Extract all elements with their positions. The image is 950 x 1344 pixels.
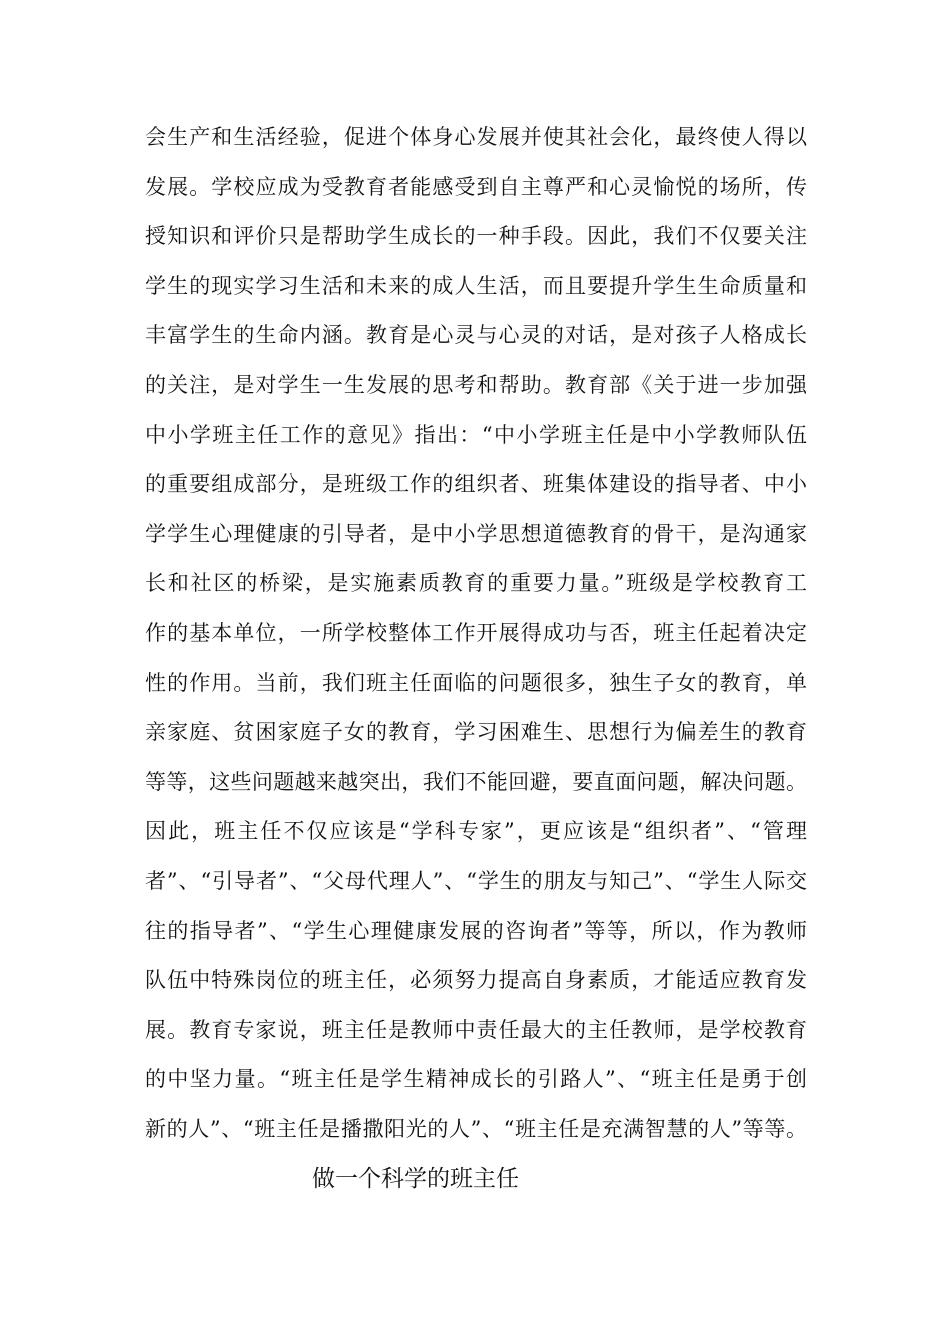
text-line-12: 性的作用。当前，我们班主任面临的问题很多，独生子女的教育，单 <box>145 670 807 695</box>
text-line-1: 会生产和生活经验，促进个体身心发展并使其社会化，最终使人得以 <box>145 125 807 149</box>
text-line-14: 等等，这些问题越来越突出，我们不能回避，要直面问题，解决问题。 <box>145 769 807 794</box>
text-line-8: 的重要组成部分，是班级工作的组织者、班集体建设的指导者、中小 <box>145 472 807 497</box>
text-line-20: 的中坚力量。“班主任是学生精神成长的引路人”、“班主任是勇于创 <box>145 1067 807 1092</box>
text-line-16: 者”、“引导者”、“父母代理人”、“学生的朋友与知己”、“学生人际交 <box>145 868 807 893</box>
text-line-6: 的关注，是对学生一生发展的思考和帮助。教育部《关于进一步加强 <box>145 372 807 397</box>
text-line-15: 因此，班主任不仅应该是“学科专家”，更应该是“组织者”、“管理 <box>145 819 807 844</box>
text-line-17: 往的指导者”、“学生心理健康发展的咨询者”等等，所以，作为教师 <box>145 918 807 943</box>
text-line-9: 学学生心理健康的引导者，是中小学思想道德教育的骨干，是沟通家 <box>145 521 807 546</box>
text-line-5: 丰富学生的生命内涵。教育是心灵与心灵的对话，是对孩子人格成长 <box>145 323 807 348</box>
text-line-7: 中小学班主任工作的意见》指出：“中小学班主任是中小学教师队伍 <box>145 422 807 447</box>
text-line-3: 授知识和评价只是帮助学生成长的一种手段。因此，我们不仅要关注 <box>145 224 807 249</box>
text-line-13: 亲家庭、贫困家庭子女的教育，学习困难生、思想行为偏差生的教育 <box>145 720 807 745</box>
body-paragraph <box>145 113 807 1154</box>
section-heading: 做一个科学的班主任 <box>312 1166 519 1192</box>
text-line-4: 学生的现实学习生活和未来的成人生活，而且要提升学生生命质量和 <box>145 273 807 298</box>
text-line-2: 发展。学校应成为受教育者能感受到自主尊严和心灵愉悦的场所，传 <box>145 174 807 199</box>
text-line-10: 长和社区的桥梁，是实施素质教育的重要力量。”班级是学校教育工 <box>145 571 807 596</box>
text-line-21: 新的人”、“班主任是播撒阳光的人”、“班主任是充满智慧的人”等等。 <box>145 1116 807 1141</box>
text-line-19: 展。教育专家说，班主任是教师中责任最大的主任教师，是学校教育 <box>145 1017 807 1042</box>
text-line-18: 队伍中特殊岗位的班主任，必须努力提高自身素质，才能适应教育发 <box>145 968 807 993</box>
text-line-11: 作的基本单位，一所学校整体工作开展得成功与否，班主任起着决定 <box>145 620 807 645</box>
